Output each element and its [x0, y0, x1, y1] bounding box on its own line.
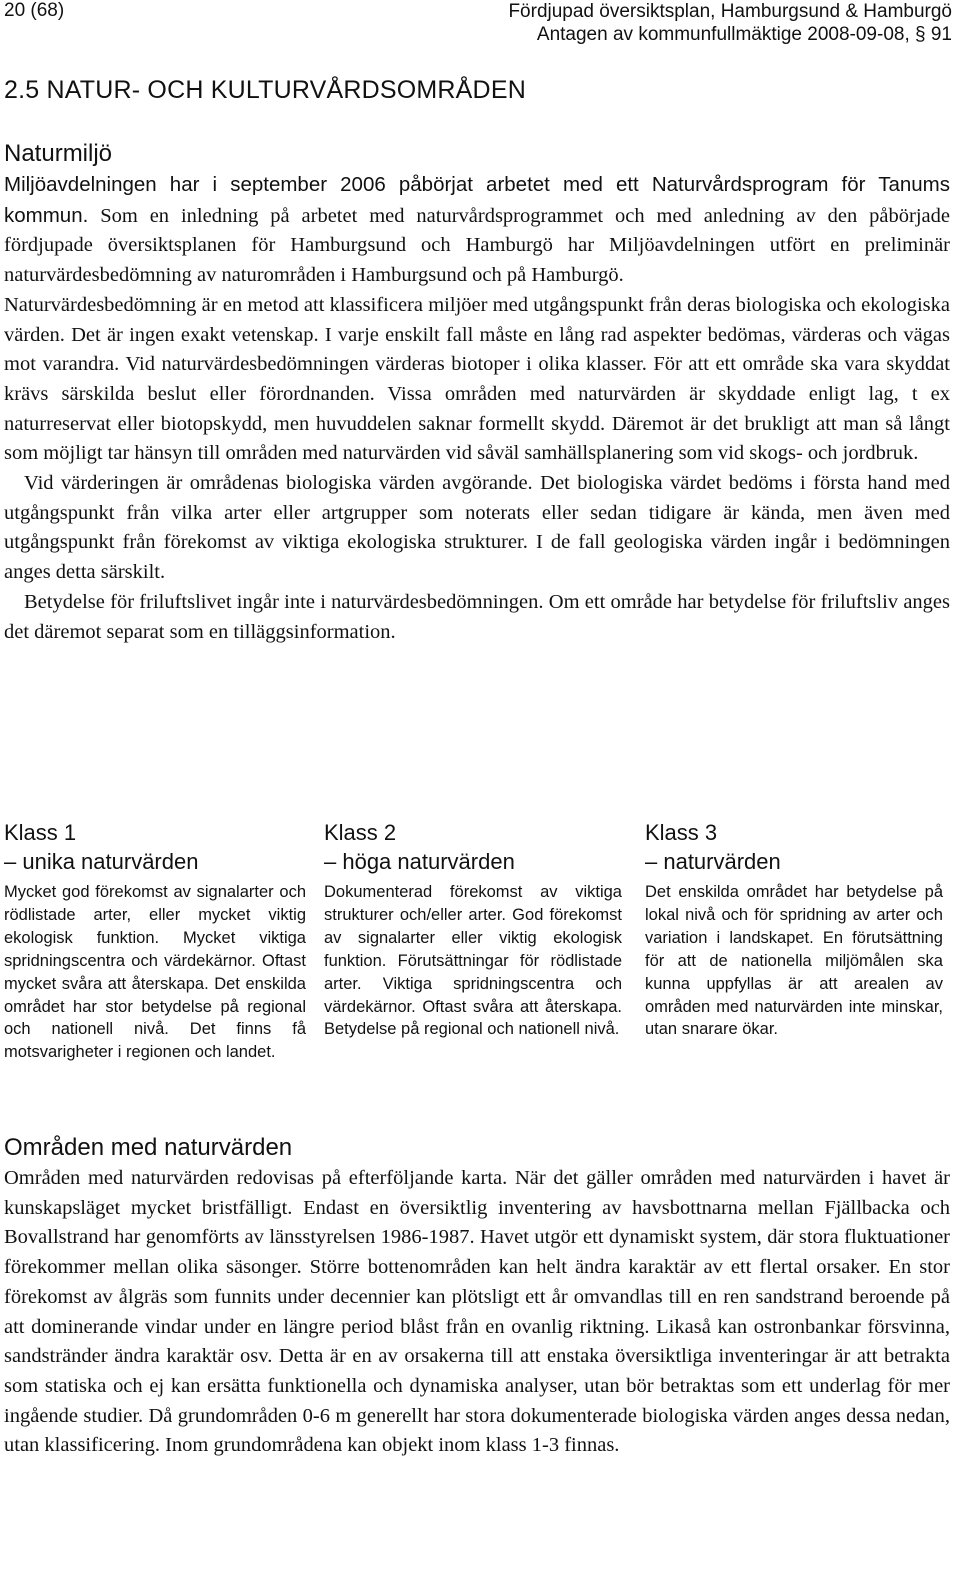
klass-title: Klass 1	[4, 820, 77, 845]
klass-subtitle: – höga naturvärden	[324, 849, 515, 874]
paragraph: Naturvärdesbedömning är en metod att klassificera miljöer med utgångspunkt från deras biologiska och ekologiska värden. Det är ingen exakt vetenskap. I varje enskilt fall måste en lång rad aspekter bedömas, värderas och vägas mot varandra. Vid naturvärdesbedömningen värderas biotoper i olika klasser. För att ett område ska vara skyddat krävs särskilda beslut eller förordnanden. Vissa områden med naturvärden är skyddade enligt lag, t ex naturreservat eller biotopskydd, men huvuddelen saknar formellt skydd. Däremot är det brukligt att man så långt som möjligt tar hänsyn till områden med naturvärden vid såväl samhällsplanering som vid skogs- och jordbruk.	[4, 293, 950, 465]
subheading-naturmiljo: Naturmiljö	[4, 140, 113, 167]
klass-title: Klass 2	[324, 820, 397, 845]
running-header	[508, 0, 952, 46]
klass-2-box	[324, 818, 622, 1041]
naturmiljo-body	[4, 170, 950, 647]
klass-title: Klass 3	[645, 820, 718, 845]
paragraph	[4, 170, 950, 291]
paragraph-rest: Som en inledning på arbetet med naturvårdsprogrammet och med anledning av den påbörjade fördjupade översiktsplanen för Hamburgsund och Hamburgö har Miljöavdelningen utfört en preliminär naturvärdesbedömning av naturområden i Hamburgsund och på Hamburgö.	[4, 204, 950, 287]
section-title: 2.5 NATUR- OCH KULTURVÅRDSOMRÅDEN	[4, 76, 526, 104]
document-title: Fördjupad översiktsplan, Hamburgsund & Hamburgö	[508, 1, 952, 22]
adoption-note: Antagen av kommunfullmäktige 2008-09-08, § 91	[536, 24, 952, 45]
klass-description: Dokumenterad förekomst av viktiga strukturer och/eller arter. God förekomst av signalarter eller viktig ekologisk funktion. Förutsättningar för rödlistade arter. Viktiga spridningscentra och värdekärnor. Oftast svåra att återskapa. Betydelse på regional och nationell nivå.	[324, 883, 622, 1039]
page-number: 20 (68)	[4, 0, 65, 21]
paragraph-lead: Miljöavdelningen har i september 2006 påbörjat arbetet med ett Naturvårdsprogram för Tanums kommun.	[4, 173, 950, 227]
paragraph: Betydelse för friluftslivet ingår inte i naturvärdesbedömningen. Om ett område har betydelse för friluftsliv anges det däremot separat som en tilläggsinformation.	[4, 590, 950, 643]
klass-description: Det enskilda området har betydelse på lokal nivå och för spridning av arter och variation i landskapet. En förutsättning för att de nationella miljömålen ska kunna uppfyllas är att arealen av områden med naturvärden inte minskar, utan snarare ökar.	[645, 883, 943, 1039]
omraden-body	[4, 1164, 950, 1461]
klass-3-box	[645, 818, 943, 1041]
paragraph: Vid värderingen är områdenas biologiska värden avgörande. Det biologiska värdet bedöms i första hand med utgångspunkt från vilka arter eller artgrupper som noterats eller sedan tidigare är kända, men även med utgångspunkt från förekomst av viktiga ekologiska strukturer. I de fall geologiska värden ingår i bedömningen anges detta särskilt.	[4, 472, 950, 584]
subheading-omraden: Områden med naturvärden	[4, 1134, 293, 1161]
klass-description: Mycket god förekomst av signalarter och rödlistade arter, eller mycket viktig ekologisk funktion. Mycket viktiga spridningscentra och värdekärnor. Oftast mycket svåra att återskapa. Det enskilda området har stor betydelse på regional och nationell nivå. Det finns få motsvarigheter i regionen och landet.	[4, 883, 306, 1062]
klass-1-box	[4, 818, 306, 1064]
klass-subtitle: – naturvärden	[645, 849, 781, 874]
paragraph: Områden med naturvärden redovisas på efterföljande karta. När det gäller områden med naturvärden i havet är kunskapsläget mycket bristfälligt. Endast en översiktlig inventering av havsbottnarna mellan Fjällbacka och Bovallstrand har genomförts av länsstyrelsen 1986-1987. Havet utgör ett dynamiskt system, där stora fluktuationer förekommer mellan olika säsonger. Större bottenområden kan helt ändra karaktär av ett flertal orsaker. En stor förekomst av ålgräs som funnits under decennier kan plötsligt ett år omvandlas till en ren sandstrand beroende på att dominerande vindar under en längre period blåst från en ovanlig riktning. Likaså kan ostronbankar försvinna, sandstränder ändra karaktär osv. Detta är en av orsakerna till att enstaka översiktliga inventeringar är att betrakta som statiska och ej kan ersätta funktionella och dynamiska analyser, utan bör betraktas som ett underlag för mer ingående studier. Då grundområden 0-6 m generellt har stora dokumenterade biologiska värden anges dessa nedan, utan klassificering. Inom grundområdena kan objekt inom klass 1-3 finnas.	[4, 1167, 950, 1457]
klass-subtitle: – unika naturvärden	[4, 849, 199, 874]
